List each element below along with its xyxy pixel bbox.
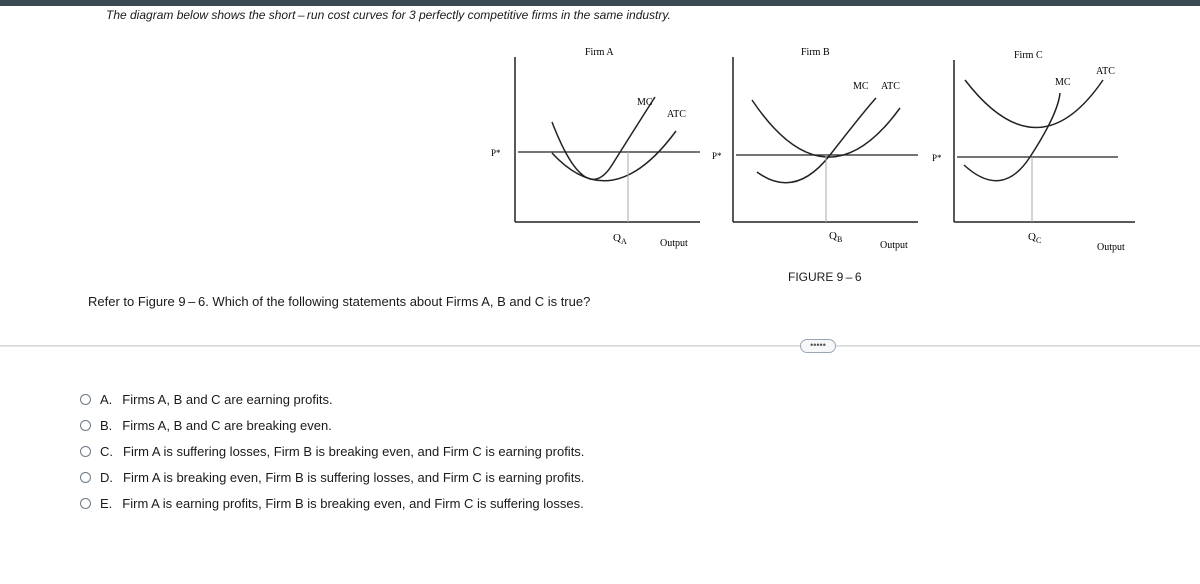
firm-b-title: Firm B <box>801 47 830 58</box>
expand-more-button[interactable]: ••••• <box>800 339 836 353</box>
intro-text: The diagram below shows the short – run cost curves for 3 perfectly competitive firms in the same industry. <box>106 8 671 22</box>
option-d[interactable] <box>80 464 584 490</box>
firm-b-atc-label: ATC <box>881 81 900 92</box>
firm-a-atc-curve <box>552 131 676 181</box>
option-letter: A. <box>100 391 113 407</box>
firm-c-price-label: P* <box>932 153 942 163</box>
option-letter: D. <box>100 469 113 485</box>
firm-a-atc-label: ATC <box>667 109 686 120</box>
option-letter: E. <box>100 495 113 511</box>
firm-b-mc-label: MC <box>853 81 869 92</box>
radio-icon[interactable] <box>80 446 91 457</box>
firm-a-title: Firm A <box>585 47 614 58</box>
firm-b-q-label: $Q_B$ <box>829 230 843 244</box>
option-letter: B. <box>100 417 113 433</box>
option-b[interactable] <box>80 412 584 438</box>
firm-b-mc-curve <box>757 98 876 183</box>
radio-icon[interactable] <box>80 498 91 509</box>
firm-a-x-label: Output <box>660 238 688 249</box>
firm-c-q-label: $Q_C$ <box>1028 231 1042 245</box>
radio-icon[interactable] <box>80 472 91 483</box>
option-text: Firm A is breaking even, Firm B is suffering losses, and Firm C is earning profits. <box>123 469 585 485</box>
radio-icon[interactable] <box>80 420 91 431</box>
firm-a-q-label: $Q_A$ <box>613 232 627 246</box>
option-text: Firm A is suffering losses, Firm B is breaking even, and Firm C is earning profits. <box>123 443 585 459</box>
panel-firm-a <box>491 47 700 249</box>
figure-caption: FIGURE 9 – 6 <box>788 270 862 284</box>
firm-a-mc-label: MC <box>637 97 653 108</box>
panel-firm-c <box>932 50 1135 253</box>
firm-c-mc-curve <box>964 93 1060 181</box>
firm-b-price-label: P* <box>712 151 722 161</box>
firm-c-atc-label: ATC <box>1096 66 1115 77</box>
firm-b-x-label: Output <box>880 240 908 251</box>
firm-b-atc-curve <box>752 100 900 157</box>
firm-a-price-label: P* <box>491 148 501 158</box>
option-text: Firm A is earning profits, Firm B is breaking even, and Firm C is suffering losses. <box>122 495 584 511</box>
option-a[interactable] <box>80 386 584 412</box>
option-e[interactable] <box>80 490 584 516</box>
option-letter: C. <box>100 443 113 459</box>
radio-icon[interactable] <box>80 394 91 405</box>
section-divider <box>0 345 1200 347</box>
firm-c-atc-curve <box>965 80 1103 128</box>
question-text: Refer to Figure 9 – 6. Which of the following statements about Firms A, B and C is true? <box>88 294 591 309</box>
option-c[interactable] <box>80 438 584 464</box>
panel-firm-b <box>712 47 918 251</box>
firm-c-title: Firm C <box>1014 50 1043 61</box>
option-text: Firms A, B and C are breaking even. <box>122 417 332 433</box>
firm-c-mc-label: MC <box>1055 77 1071 88</box>
option-text: Firms A, B and C are earning profits. <box>122 391 333 407</box>
firm-c-x-label: Output <box>1097 242 1125 253</box>
answer-options <box>80 386 584 516</box>
cost-curves-figure <box>0 0 1200 290</box>
